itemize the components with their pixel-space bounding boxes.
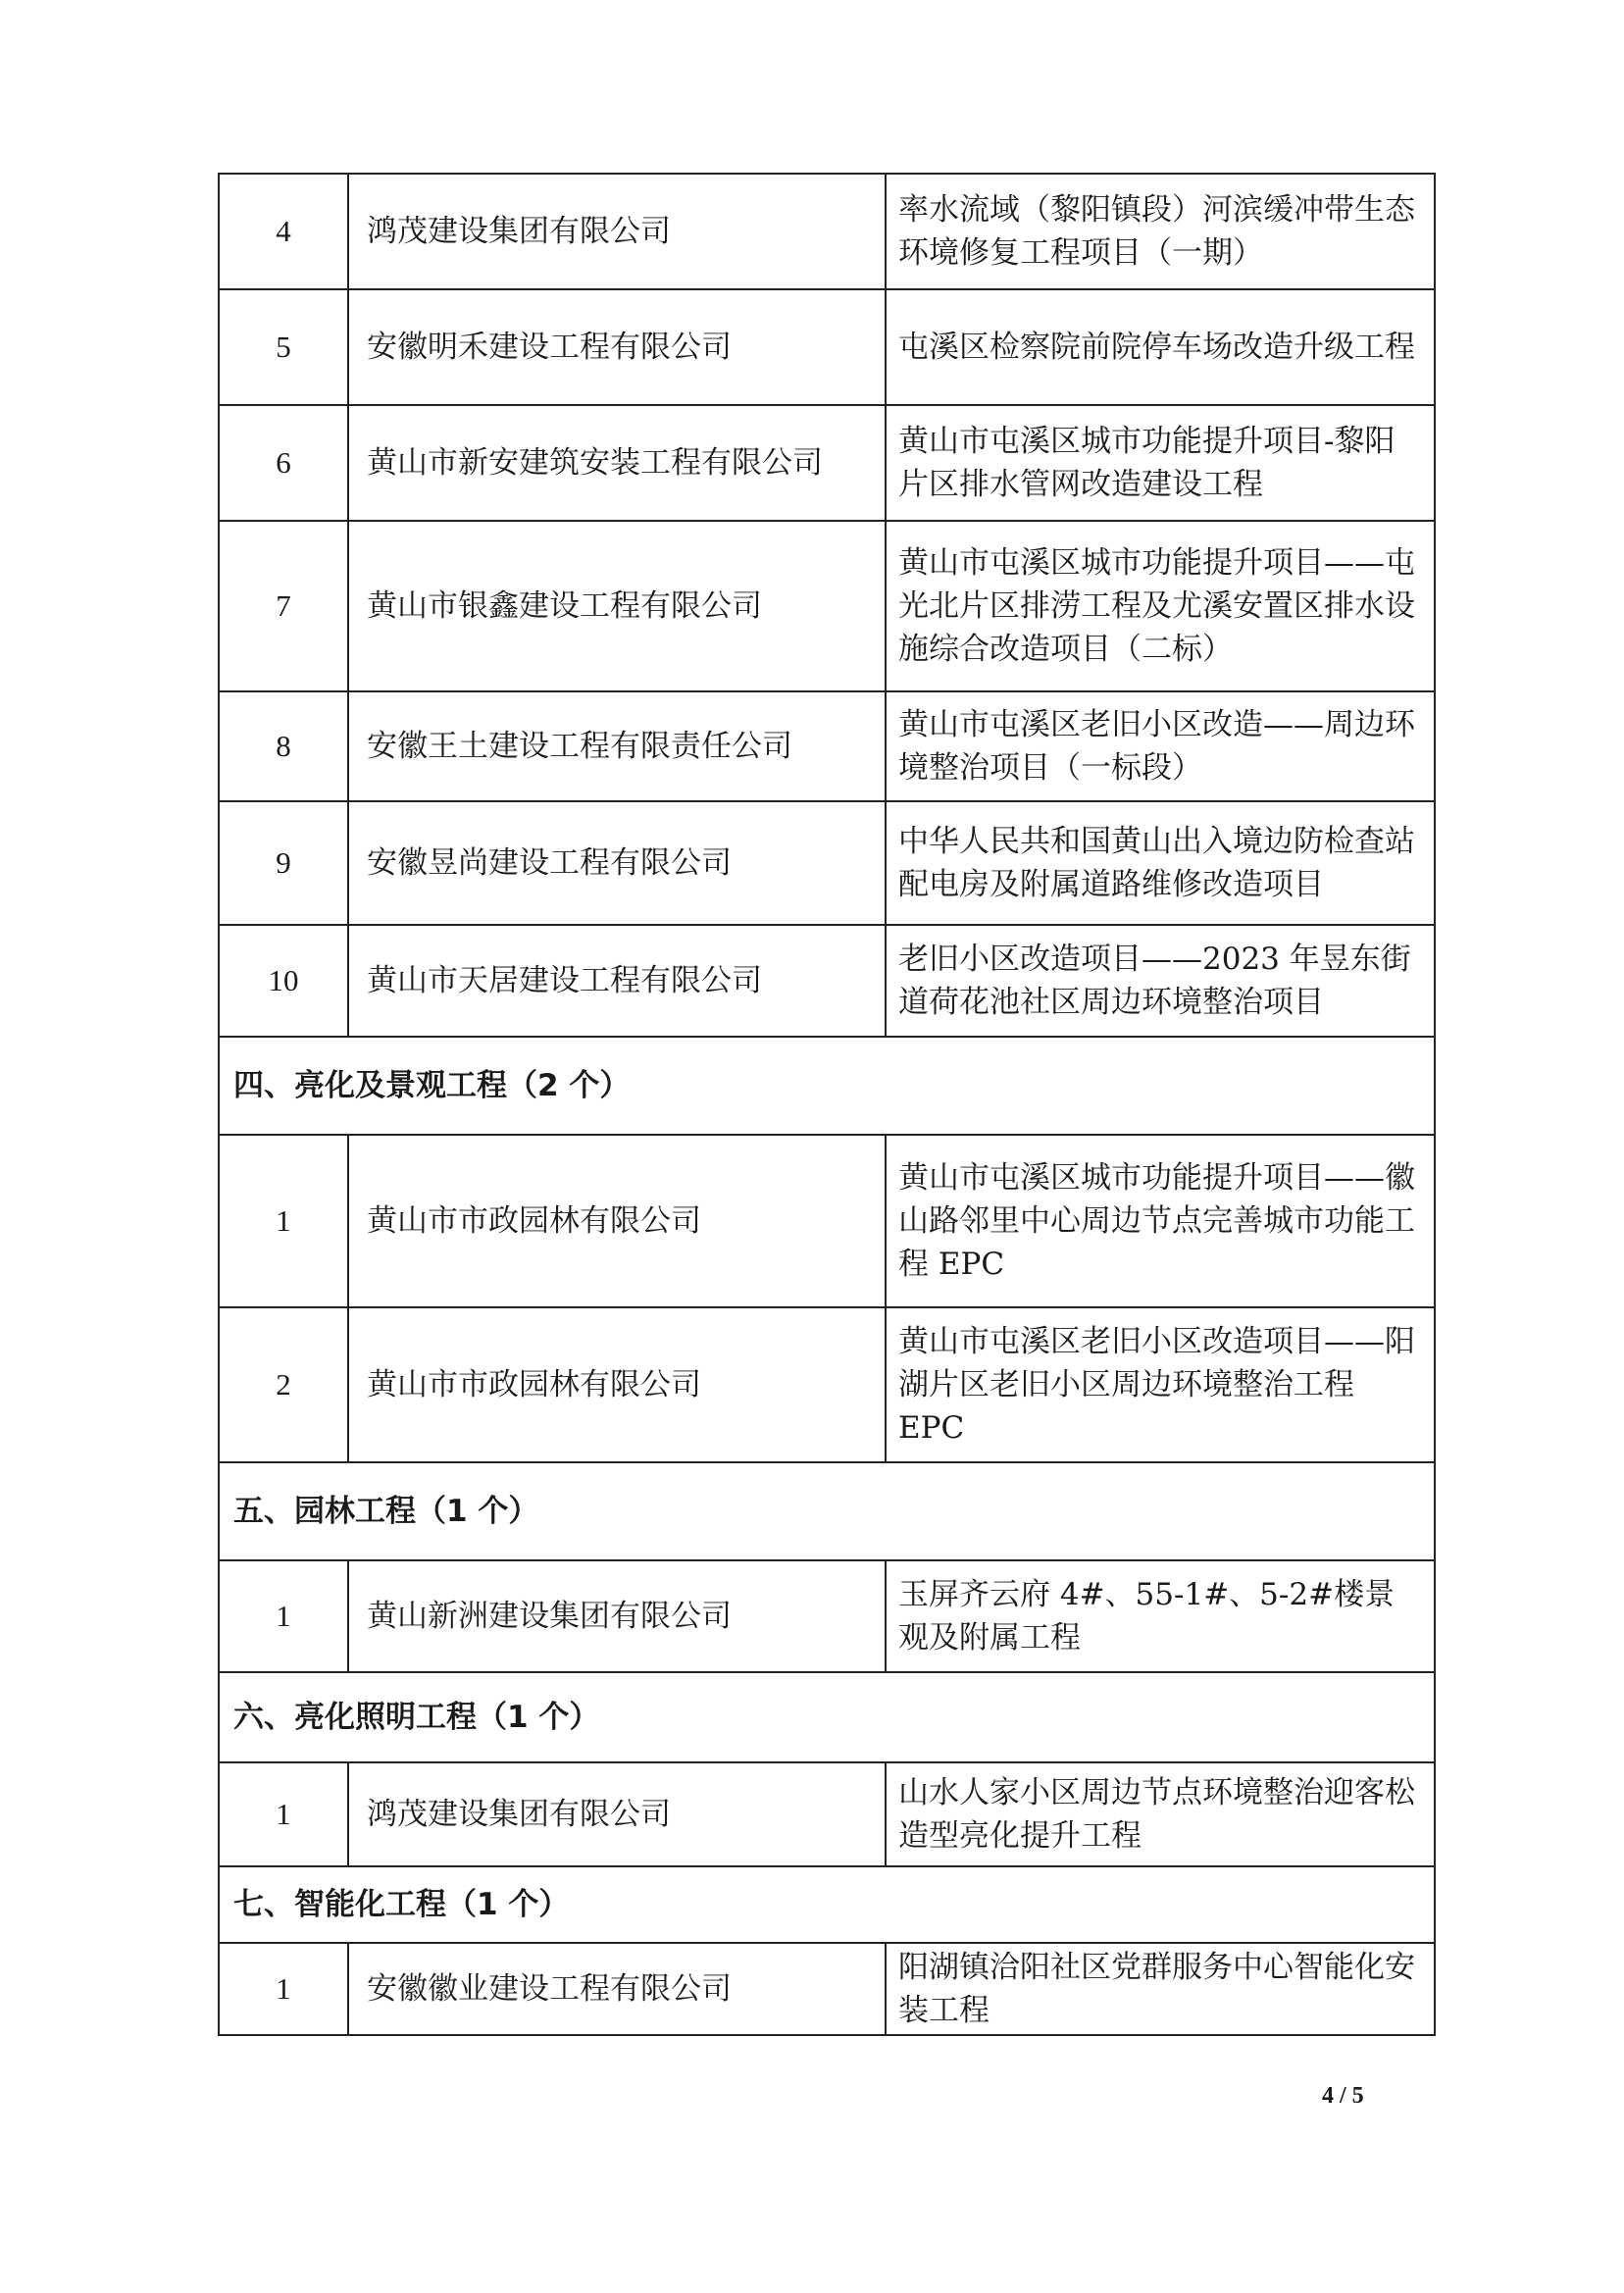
row-number: 10 <box>219 925 348 1037</box>
table-row <box>219 174 1435 289</box>
project-name: 黄山市屯溪区城市功能提升项目-黎阳片区排水管网改造建设工程 <box>886 405 1435 521</box>
section-title: 六、亮化照明工程（1 个） <box>219 1672 1435 1762</box>
project-name: 老旧小区改造项目——2023 年昱东街道荷花池社区周边环境整治项目 <box>886 925 1435 1037</box>
company-name: 黄山新洲建设集团有限公司 <box>348 1560 886 1672</box>
project-name: 山水人家小区周边节点环境整治迎客松造型亮化提升工程 <box>886 1762 1435 1866</box>
company-name: 黄山市天居建设工程有限公司 <box>348 925 886 1037</box>
company-name: 安徽徽业建设工程有限公司 <box>348 1943 886 2035</box>
table-row <box>219 1307 1435 1462</box>
company-name: 安徽王土建设工程有限责任公司 <box>348 691 886 801</box>
project-name: 率水流域（黎阳镇段）河滨缓冲带生态环境修复工程项目（一期） <box>886 174 1435 289</box>
row-number: 4 <box>219 174 348 289</box>
project-name: 屯溪区检察院前院停车场改造升级工程 <box>886 289 1435 405</box>
row-number: 1 <box>219 1943 348 2035</box>
section-header-row <box>219 1037 1435 1135</box>
table-row <box>219 691 1435 801</box>
project-name: 黄山市屯溪区老旧小区改造——周边环境整治项目（一标段） <box>886 691 1435 801</box>
row-number: 5 <box>219 289 348 405</box>
company-name: 安徽明禾建设工程有限公司 <box>348 289 886 405</box>
table-row <box>219 925 1435 1037</box>
table-row <box>219 1762 1435 1866</box>
company-name: 黄山市银鑫建设工程有限公司 <box>348 521 886 691</box>
project-name: 玉屏齐云府 4#、55-1#、5-2#楼景观及附属工程 <box>886 1560 1435 1672</box>
project-name: 黄山市屯溪区城市功能提升项目——徽山路邻里中心周边节点完善城市功能工程 EPC <box>886 1135 1435 1307</box>
table-row <box>219 1560 1435 1672</box>
row-number: 1 <box>219 1762 348 1866</box>
project-name: 黄山市屯溪区城市功能提升项目——屯光北片区排涝工程及尤溪安置区排水设施综合改造项目（二标） <box>886 521 1435 691</box>
company-name: 安徽昱尚建设工程有限公司 <box>348 801 886 925</box>
row-number: 7 <box>219 521 348 691</box>
company-name: 鸿茂建设集团有限公司 <box>348 1762 886 1866</box>
section-title: 五、园林工程（1 个） <box>219 1462 1435 1560</box>
row-number: 6 <box>219 405 348 521</box>
section-title: 七、智能化工程（1 个） <box>219 1866 1435 1943</box>
section-header-row <box>219 1672 1435 1762</box>
table-row <box>219 405 1435 521</box>
project-name: 阳湖镇洽阳社区党群服务中心智能化安装工程 <box>886 1943 1435 2035</box>
section-header-row <box>219 1866 1435 1943</box>
section-header-row <box>219 1462 1435 1560</box>
company-name: 鸿茂建设集团有限公司 <box>348 174 886 289</box>
row-number: 8 <box>219 691 348 801</box>
project-name: 黄山市屯溪区老旧小区改造项目——阳湖片区老旧小区周边环境整治工程 EPC <box>886 1307 1435 1462</box>
row-number: 1 <box>219 1135 348 1307</box>
table-row <box>219 289 1435 405</box>
award-list-table <box>218 173 1436 2036</box>
row-number: 9 <box>219 801 348 925</box>
table-row <box>219 1135 1435 1307</box>
table-row <box>219 801 1435 925</box>
section-title: 四、亮化及景观工程（2 个） <box>219 1037 1435 1135</box>
company-name: 黄山市市政园林有限公司 <box>348 1135 886 1307</box>
table-row <box>219 1943 1435 2035</box>
row-number: 1 <box>219 1560 348 1672</box>
company-name: 黄山市市政园林有限公司 <box>348 1307 886 1462</box>
company-name: 黄山市新安建筑安装工程有限公司 <box>348 405 886 521</box>
project-name: 中华人民共和国黄山出入境边防检查站配电房及附属道路维修改造项目 <box>886 801 1435 925</box>
table-row <box>219 521 1435 691</box>
page-number: 4 / 5 <box>1322 2083 1364 2109</box>
row-number: 2 <box>219 1307 348 1462</box>
